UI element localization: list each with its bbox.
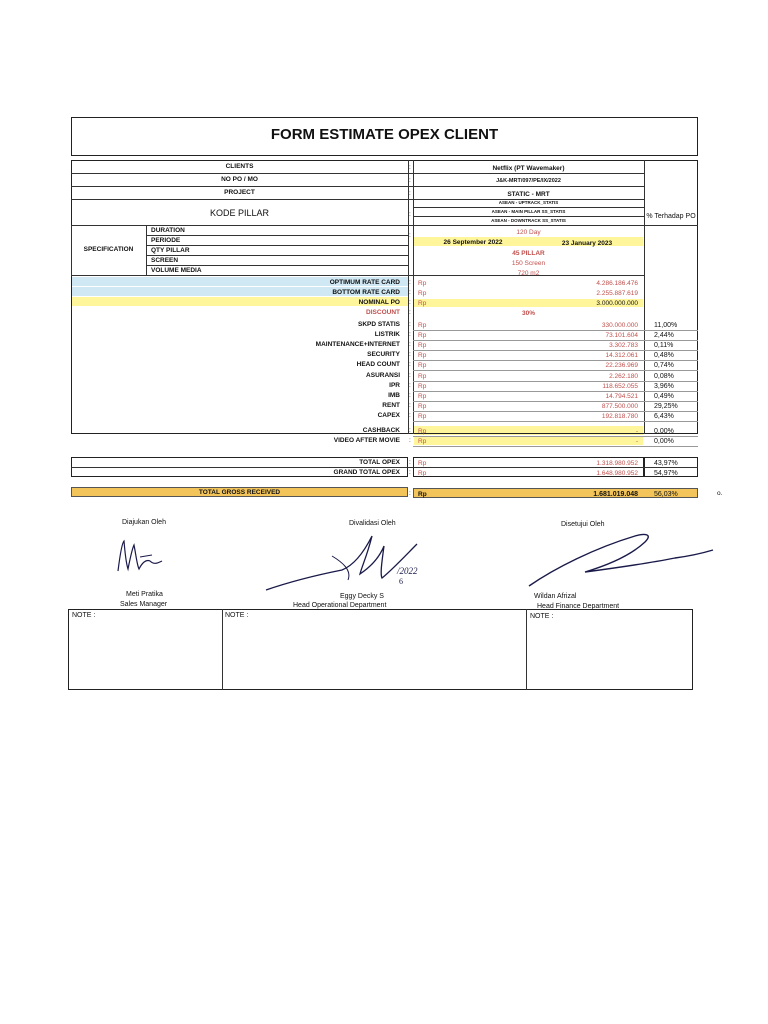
row-pct: 11,00% bbox=[654, 322, 678, 329]
gross-value: 1.681.019.048 bbox=[593, 491, 638, 498]
row-currency: Rp bbox=[418, 352, 427, 360]
qty-pillar-value: 45 PILLAR bbox=[512, 250, 545, 257]
row-value: 22.236.969 bbox=[605, 362, 638, 370]
po-value: J&K-MRT/097/PE/IX/2022 bbox=[496, 178, 561, 184]
row-colon: : bbox=[409, 321, 411, 328]
row-label: RENT bbox=[382, 401, 400, 409]
periode-end: 23 January 2023 bbox=[561, 240, 613, 247]
svg-text:/2022: /2022 bbox=[397, 566, 418, 576]
page-title: FORM ESTIMATE OPEX CLIENT bbox=[270, 126, 499, 143]
row-colon: : bbox=[409, 381, 411, 389]
row-label: CASHBACK bbox=[362, 427, 400, 434]
row-value: 877.500.000 bbox=[601, 402, 638, 410]
kode-value-3: ASEAN - DOWNTRACK SS_STATIS bbox=[491, 218, 566, 223]
row-label: LISTRIK bbox=[374, 331, 400, 339]
signature-name-2: Eggy Decky S bbox=[340, 593, 384, 600]
signature-heading-3: Disetujui Oleh bbox=[561, 521, 605, 528]
signature-2 bbox=[262, 526, 432, 596]
row-currency: Rp bbox=[418, 332, 427, 340]
signature-position-3: Head Finance Department bbox=[537, 603, 620, 610]
row-colon: : bbox=[409, 469, 411, 476]
row-currency: Rp bbox=[418, 290, 427, 297]
volume-media-label: VOLUME MEDIA bbox=[151, 267, 202, 274]
specification-label: SPECIFICATION bbox=[83, 246, 134, 253]
row-label: IMB bbox=[388, 391, 400, 399]
row-value: 14.794.521 bbox=[605, 392, 638, 400]
row-value: 3.302.783 bbox=[609, 342, 638, 350]
row-label: NOMINAL PO bbox=[358, 299, 400, 306]
volume-media-value: 720 m2 bbox=[517, 270, 540, 277]
row-value: 118.652.055 bbox=[602, 382, 638, 390]
row-currency: Rp bbox=[418, 428, 427, 435]
row-value: - bbox=[635, 428, 638, 435]
screen-label: SCREEN bbox=[151, 257, 179, 264]
notes-box bbox=[68, 609, 693, 690]
row-label: BOTTOM RATE CARD bbox=[332, 289, 400, 296]
qty-pillar-label: QTY PILLAR bbox=[151, 247, 190, 254]
row-currency: Rp bbox=[418, 280, 427, 287]
duration-label: DURATION bbox=[151, 227, 185, 234]
row-pct: 0,00% bbox=[654, 428, 674, 435]
row-colon: : bbox=[409, 279, 411, 286]
clients-label: CLIENTS bbox=[225, 163, 254, 170]
row-currency: Rp bbox=[418, 300, 427, 307]
row-value: 192.818.780 bbox=[601, 412, 638, 420]
svg-text:6: 6 bbox=[399, 577, 403, 586]
signature-position-2: Head Operational Department bbox=[293, 602, 387, 609]
signature-name-3: Wildan Afrizal bbox=[534, 593, 577, 600]
row-value: 2.262.180 bbox=[609, 372, 638, 380]
project-value: STATIC - MRT bbox=[507, 191, 550, 198]
row-currency: Rp bbox=[418, 438, 427, 445]
signature-name-1: Meti Pratika bbox=[126, 591, 163, 598]
row-pct: 0,11% bbox=[654, 342, 674, 350]
gross-currency: Rp bbox=[418, 491, 427, 498]
row-label: CAPEX bbox=[377, 411, 400, 419]
po-label: NO PO / MO bbox=[221, 176, 258, 183]
row-pct: 6,43% bbox=[654, 412, 674, 420]
row-pct: 0,74% bbox=[654, 362, 674, 370]
row-value: 73.101.604 bbox=[605, 332, 638, 340]
row-currency: Rp bbox=[418, 362, 427, 370]
row-value: - bbox=[635, 438, 638, 445]
periode-label: PERIODE bbox=[151, 237, 181, 244]
row-colon: : bbox=[409, 309, 411, 316]
row-colon: : bbox=[409, 331, 411, 339]
row-label: GRAND TOTAL OPEX bbox=[333, 469, 400, 476]
row-value: 30% bbox=[521, 310, 535, 317]
row-value: 4.286.186.476 bbox=[596, 280, 638, 287]
row-currency: Rp bbox=[418, 412, 427, 420]
row-label: MAINTENANCE+INTERNET bbox=[315, 341, 400, 349]
row-label: VIDEO AFTER MOVIE bbox=[333, 437, 400, 444]
row-pct: 2,44% bbox=[654, 332, 674, 340]
row-colon: : bbox=[409, 299, 411, 306]
note-label-1: NOTE : bbox=[72, 612, 96, 619]
row-currency: Rp bbox=[418, 342, 427, 350]
note-label-3: NOTE : bbox=[530, 613, 554, 620]
row-colon: : bbox=[409, 341, 411, 349]
gross-label: TOTAL GROSS RECEIVED bbox=[198, 489, 281, 496]
row-value: 14.312.061 bbox=[605, 352, 638, 360]
signature-heading-1: Diajukan Oleh bbox=[122, 519, 166, 526]
gross-pct: 56,03% bbox=[654, 491, 678, 498]
row-colon: : bbox=[409, 361, 411, 369]
row-currency: Rp bbox=[418, 402, 427, 410]
row-label: HEAD COUNT bbox=[356, 361, 400, 369]
row-label: IPR bbox=[389, 381, 400, 389]
row-pct: 0,48% bbox=[654, 352, 674, 360]
row-label: OPTIMUM RATE CARD bbox=[329, 279, 400, 286]
note-label-2: NOTE : bbox=[225, 612, 249, 619]
signature-1 bbox=[110, 535, 170, 575]
row-pct: 54,97% bbox=[654, 470, 678, 477]
row-label: SECURITY bbox=[367, 351, 400, 359]
row-colon: : bbox=[409, 401, 411, 409]
kode-pillar-label: KODE PILLAR bbox=[209, 208, 270, 218]
periode-start: 26 September 2022 bbox=[443, 239, 503, 246]
row-pct: 0,08% bbox=[654, 372, 674, 380]
row-pct: 29,25% bbox=[654, 402, 678, 410]
row-currency: Rp bbox=[418, 460, 427, 467]
row-pct: 3,96% bbox=[654, 382, 674, 390]
row-label: ASURANSI bbox=[366, 371, 400, 379]
row-pct: 43,97% bbox=[654, 460, 678, 467]
duration-value: 120 Day bbox=[516, 229, 541, 236]
row-value: 330.000.000 bbox=[601, 322, 638, 329]
project-label: PROJECT bbox=[224, 189, 255, 196]
row-colon: : bbox=[409, 427, 411, 434]
row-label: SKPD STATIS bbox=[357, 321, 400, 328]
stray-mark: o. bbox=[717, 490, 723, 497]
row-value: 3.000.000.000 bbox=[596, 300, 638, 307]
row-colon: : bbox=[409, 459, 411, 466]
row-value: 1.648.980.952 bbox=[596, 470, 638, 477]
signature-heading-2: Divalidasi Oleh bbox=[349, 520, 396, 527]
row-colon: : bbox=[409, 289, 411, 296]
row-currency: Rp bbox=[418, 322, 427, 329]
kode-value-1: ASEAN - UPTRACK_STATIS bbox=[498, 200, 559, 205]
row-label: TOTAL OPEX bbox=[359, 459, 400, 466]
row-colon: : bbox=[409, 351, 411, 359]
signature-3 bbox=[525, 528, 715, 590]
signature-position-1: Sales Manager bbox=[120, 601, 168, 608]
row-colon: : bbox=[409, 411, 411, 419]
row-pct: 0,00% bbox=[654, 438, 674, 445]
row-value: 1.318.980.952 bbox=[596, 460, 638, 467]
percent-header: % Terhadap PO bbox=[646, 213, 696, 220]
row-currency: Rp bbox=[418, 392, 427, 400]
row-currency: Rp bbox=[418, 372, 427, 380]
row-pct: 0,49% bbox=[654, 392, 674, 400]
row-currency: Rp bbox=[418, 382, 427, 390]
screen-value: 150 Screen bbox=[511, 260, 546, 267]
kode-value-2: ASEAN - MAIN PILLAR SS_STATIS bbox=[491, 209, 566, 214]
row-value: 2.255.887.619 bbox=[596, 290, 638, 297]
clients-value: Netflix (PT Wavemaker) bbox=[492, 165, 565, 172]
row-colon: : bbox=[409, 437, 411, 444]
row-label: DISCOUNT bbox=[366, 309, 400, 316]
row-currency: Rp bbox=[418, 470, 427, 477]
row-colon: : bbox=[409, 371, 411, 379]
row-colon: : bbox=[409, 391, 411, 399]
